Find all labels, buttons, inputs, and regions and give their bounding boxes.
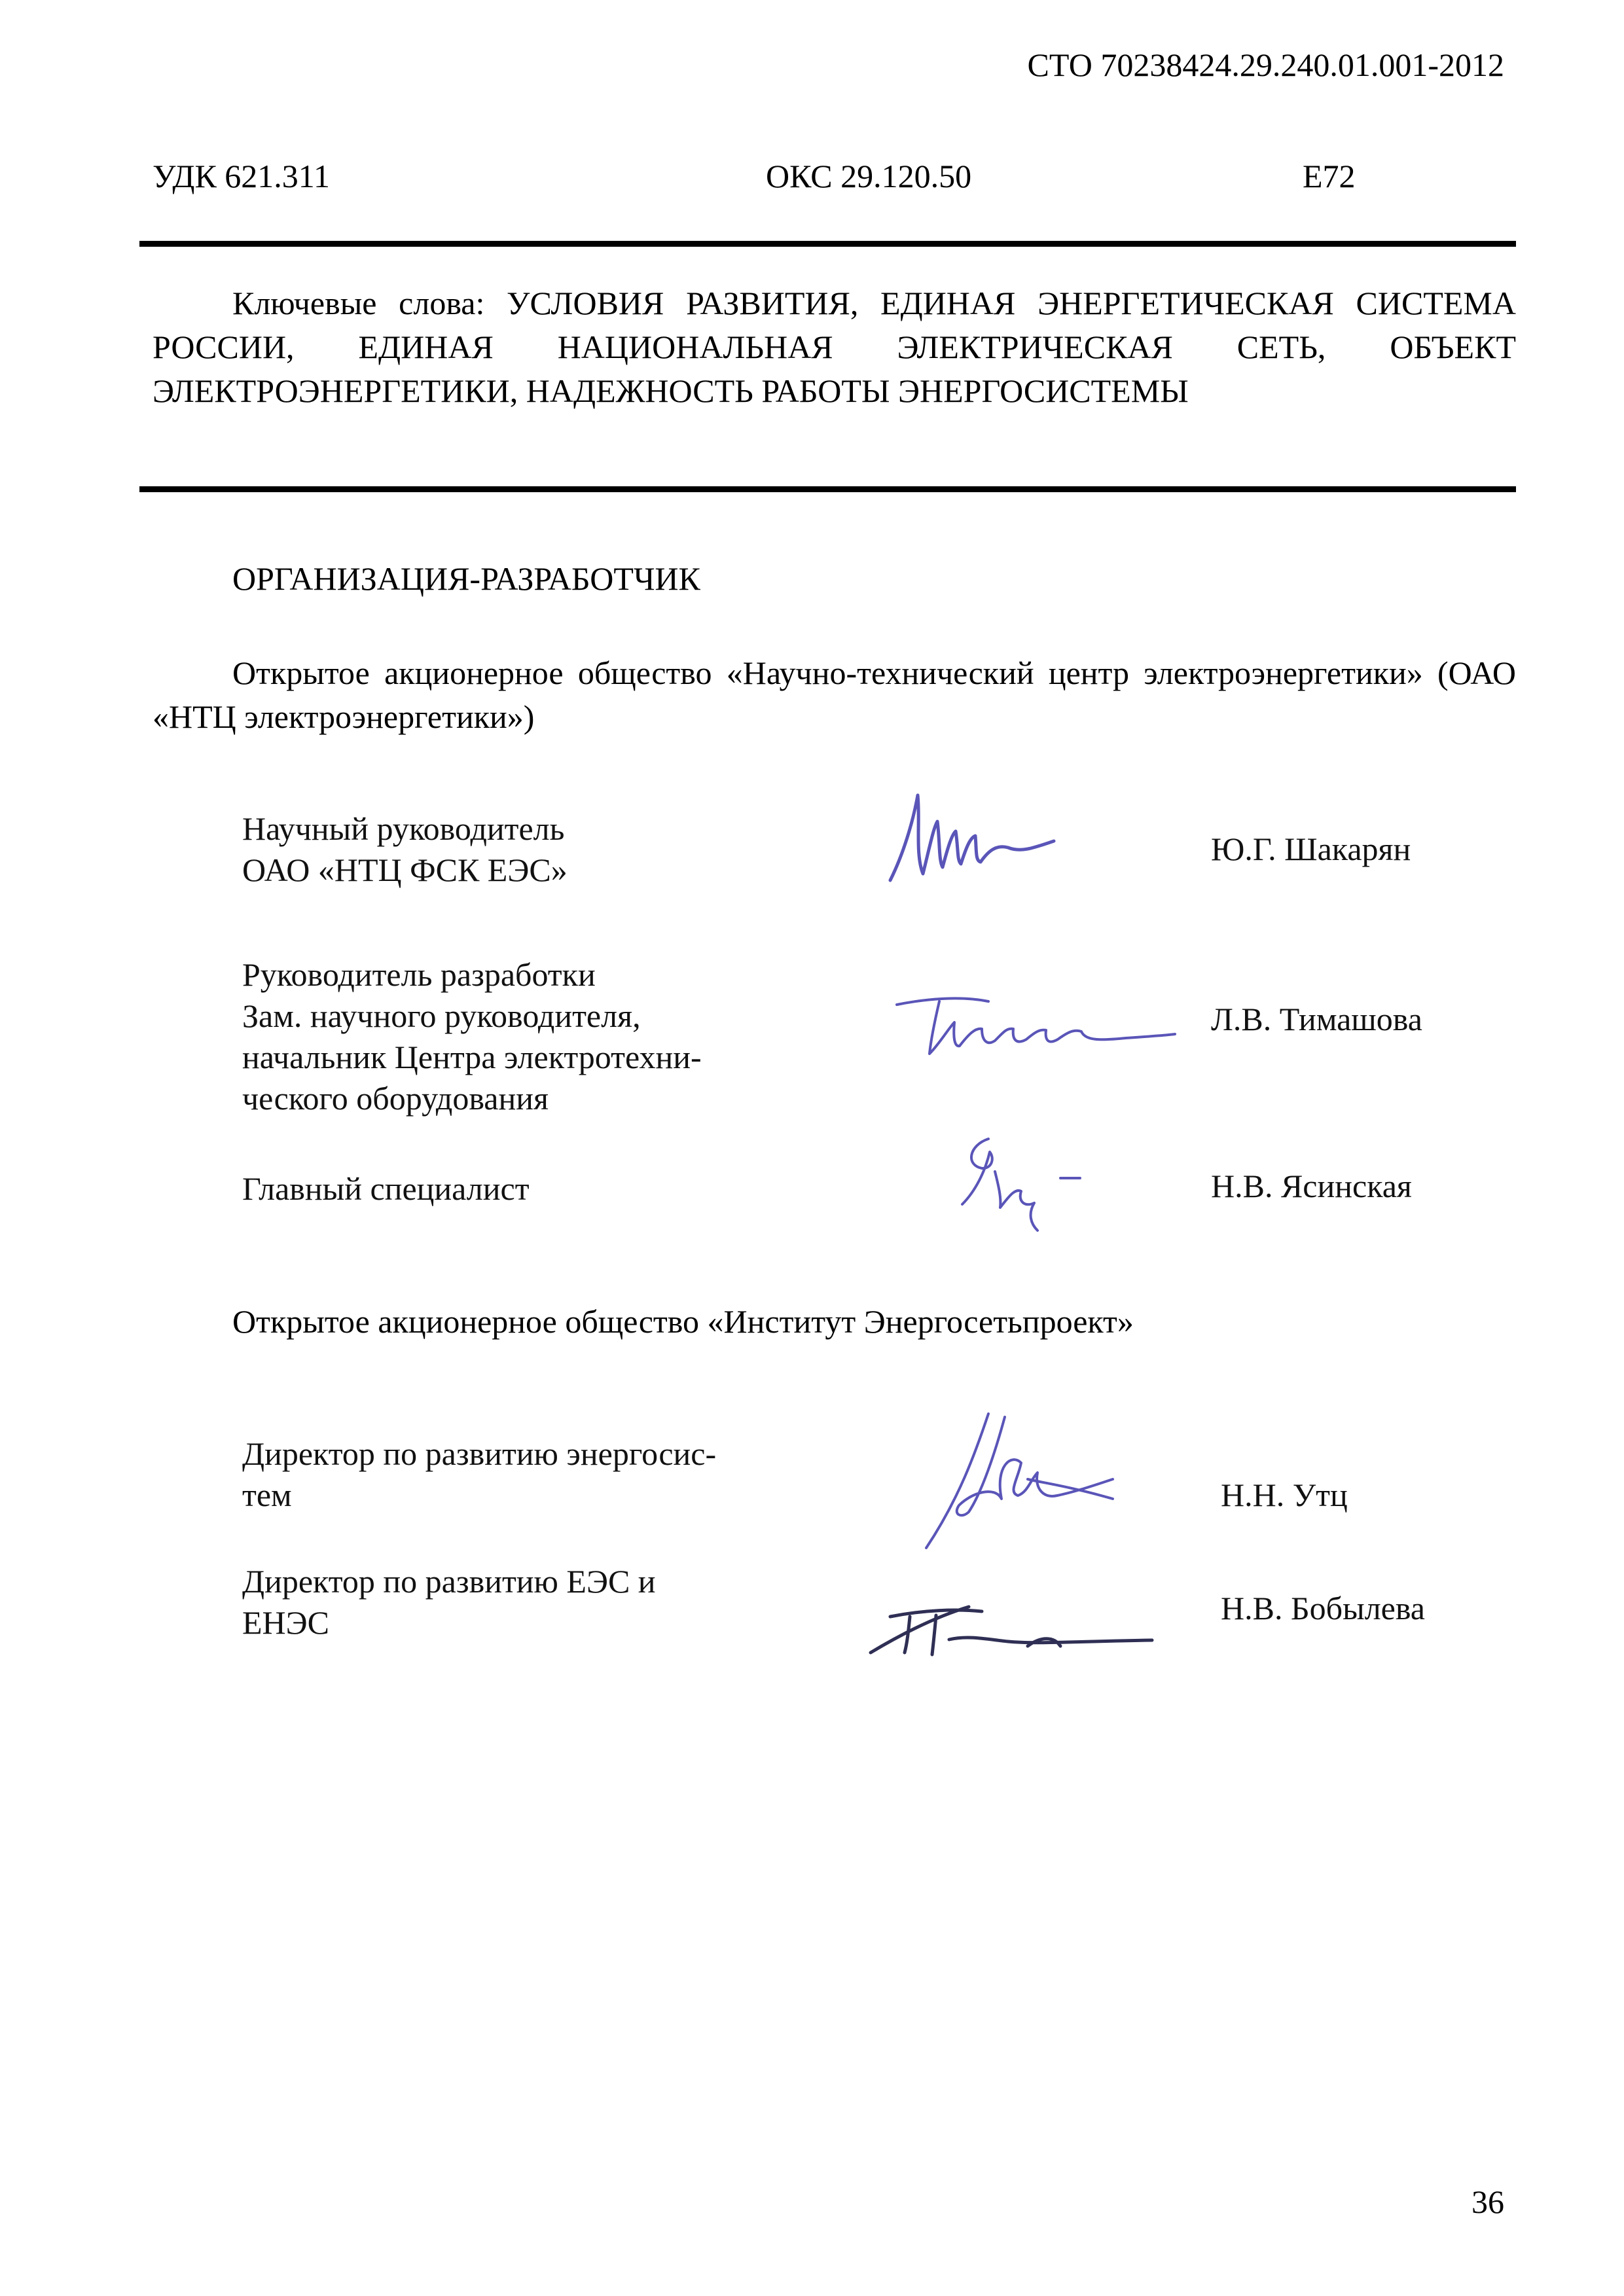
position-line: начальник Центра электротехни- xyxy=(242,1039,702,1075)
udk-code: УДК 621.311 xyxy=(153,158,330,194)
org1-name-paragraph xyxy=(153,651,1516,739)
signatory-3-name: Н.В. Ясинская xyxy=(1211,1168,1412,1204)
position-line: Научный руководитель xyxy=(242,810,565,847)
category-code: Е72 xyxy=(1303,158,1356,194)
top-rule xyxy=(139,241,1516,247)
signature-yasinskaya xyxy=(929,1126,1100,1237)
position-line: тем xyxy=(242,1477,292,1513)
org2-name: Открытое акционерное общество «Институт Энергосетьпроект» xyxy=(232,1303,1134,1340)
signatory-5-position xyxy=(242,1561,812,1643)
developer-heading: ОРГАНИЗАЦИЯ-РАЗРАБОТЧИК xyxy=(232,560,700,597)
signatory-1-position xyxy=(242,808,568,891)
standard-code: СТО 70238424.29.240.01.001-2012 xyxy=(1027,46,1504,83)
signatory-3-position xyxy=(242,1168,530,1210)
signature-timashova xyxy=(877,982,1178,1067)
page-number: 36 xyxy=(1471,2183,1504,2220)
signatory-5-name: Н.В. Бобылева xyxy=(1221,1590,1425,1626)
signature-shakaryan xyxy=(877,782,1074,900)
keywords-paragraph xyxy=(153,281,1516,413)
position-line: Главный специалист xyxy=(242,1170,530,1207)
signatory-2-position xyxy=(242,954,702,1119)
oks-code: ОКС 29.120.50 xyxy=(766,158,972,194)
position-line: Зам. научного руководителя, xyxy=(242,997,641,1034)
signatory-4-position xyxy=(242,1433,812,1516)
position-line: Директор по развитию ЕЭС и xyxy=(242,1563,656,1600)
position-line: ческого оборудования xyxy=(242,1080,549,1117)
signatory-2-name: Л.В. Тимашова xyxy=(1211,1001,1422,1037)
org1-name: Открытое акционерное общество «Научно-технический центр электроэнергетики» (ОАО «НТЦ электроэнергетики») xyxy=(153,655,1516,735)
position-line: ОАО «НТЦ ФСК ЕЭС» xyxy=(242,852,568,888)
position-line: Директор по развитию энергосис- xyxy=(242,1435,717,1472)
signatory-1-name: Ю.Г. Шакарян xyxy=(1211,831,1411,867)
bottom-rule xyxy=(139,486,1516,492)
signatory-4-name: Н.Н. Утц xyxy=(1221,1477,1348,1513)
position-line: ЕНЭС xyxy=(242,1604,330,1641)
signature-utts xyxy=(897,1401,1126,1558)
keywords-text: Ключевые слова: УСЛОВИЯ РАЗВИТИЯ, ЕДИНАЯ ЭНЕРГЕТИЧЕСКАЯ СИСТЕМА РОССИИ, ЕДИНАЯ НАЦИОНАЛЬНАЯ ЭЛЕКТРИЧЕСКАЯ СЕТЬ, ОБЪЕКТ ЭЛЕКТРОЭНЕРГЕТИКИ, НАДЕЖНОСТЬ РАБОТЫ ЭНЕРГОСИСТЕМЫ xyxy=(153,285,1516,409)
signature-bobyleva xyxy=(864,1577,1159,1662)
position-line: Руководитель разработки xyxy=(242,956,596,993)
